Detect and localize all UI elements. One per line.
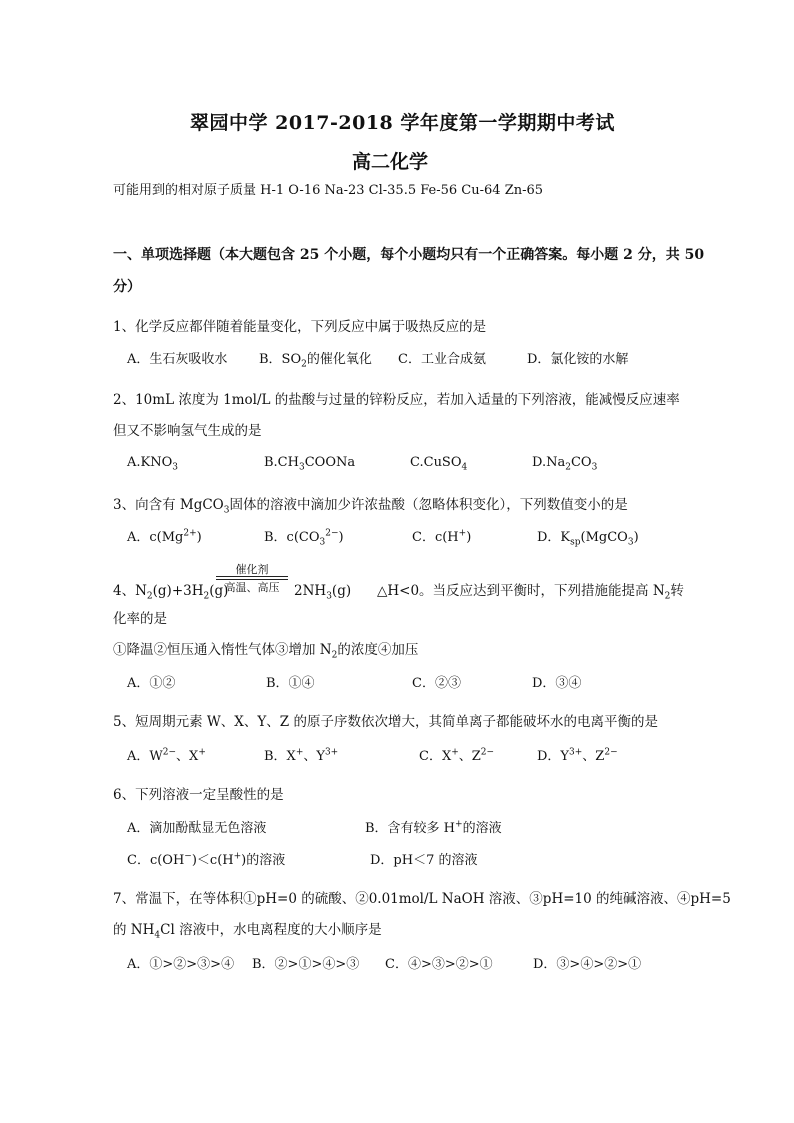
- q3-option-d: D．$K_{sp}(MgCO_3)$: [537, 530, 639, 548]
- q2-option-c: C.CuSO$_4$: [410, 455, 468, 473]
- section-heading-cont: 分）: [113, 279, 141, 295]
- q5-option-a: A．$W^{2-}$、X+: [127, 747, 206, 764]
- q4-enthalpy-text: △H<0。当反应达到平衡时，下列措施能提高 $N_2$转: [377, 583, 684, 602]
- q7-option-a: A．①>②>③>④: [127, 957, 235, 972]
- q1-option-b: B．$SO_2$的催化氧化: [259, 352, 372, 370]
- q3-option-a: A．$c(Mg^{2+})$: [127, 528, 202, 545]
- q1-option-a: A．生石灰吸收水: [127, 352, 228, 367]
- q6-stem: 6、下列溶液一定呈酸性的是: [113, 787, 284, 803]
- q4-option-a: A．①②: [127, 676, 176, 691]
- exam-subject: 高二化学: [352, 151, 429, 173]
- q3-stem: 3、向含有 MgCO$_3$固体的溶液中滴加少许浓盐酸（忽略体积变化），下列数值变小的是: [113, 497, 628, 516]
- q4-option-d: D．③④: [532, 676, 582, 691]
- q4-option-c: C．②③: [412, 676, 461, 691]
- q5-stem: 5、短周期元素 W、X、Y、Z 的原子序数依次增大，其简单离子都能破坏水的电离平衡的是: [113, 714, 658, 730]
- q4-equation-lhs: 4、$N_2(g)+3H_2(g)$: [113, 583, 229, 602]
- q4-option-b: B．①④: [266, 676, 315, 691]
- q4-catalyst-label: 催化剂: [235, 563, 269, 576]
- exam-title: 翠园中学 2017-2018 学年度第一学期期中考试: [190, 112, 615, 134]
- q6-option-c: C．c(OH−)＜c(H+)的溶液: [127, 851, 286, 868]
- q7-stem-cont: 的 $NH_4Cl$ 溶液中，水电离程度的大小顺序是: [113, 922, 382, 941]
- q2-option-a: $A.KNO_3$: [127, 455, 178, 473]
- q5-option-d: D．$Y^{3+}$、$Z^{2-}$: [537, 747, 618, 764]
- q7-stem: 7、常温下，在等体积①pH=0 的硫酸、②0.01mol/L NaOH 溶液、③pH=10 的纯碱溶液、④pH=5: [113, 891, 731, 907]
- q5-option-b: B．X+、$Y^{3+}$: [264, 747, 339, 764]
- q1-stem: 1、化学反应都伴随着能量变化，下列反应中属于吸热反应的是: [113, 319, 487, 335]
- q4-equation-rhs: $2NH_3(g)$: [294, 583, 352, 602]
- q1-option-d: D．氯化铵的水解: [527, 352, 629, 367]
- q3-option-b: B．$c(CO_3^{2-})$: [264, 528, 344, 548]
- q2-stem: 2、10mL 浓度为 1mol/L 的盐酸与过量的锌粉反应，若加入适量的下列溶液，能减慢反应速率: [113, 392, 680, 408]
- q7-option-d: D．③>④>②>①: [533, 957, 642, 972]
- q6-option-d: D．pH＜7 的溶液: [370, 853, 478, 868]
- atomic-masses: 可能用到的相对原子质量 H-1 O-16 Na-23 Cl-35.5 Fe-56 Cu-64 Zn-65: [113, 183, 544, 198]
- q7-option-b: B．②>①>④>③: [252, 957, 360, 972]
- q2-option-d: $D.Na_2CO_3$: [532, 455, 598, 473]
- q1-option-c: C．工业合成氨: [398, 352, 486, 367]
- q6-option-a: A．滴加酚酞显无色溶液: [127, 821, 267, 836]
- q4-condition-label: 高温、高压: [224, 581, 280, 594]
- q5-option-c: C．X+、$Z^{2-}$: [419, 747, 495, 764]
- q4-equilibrium-arrow-top: [216, 576, 288, 577]
- section-heading: 一、单项选择题（本大题包含 25 个小题，每个小题均只有一个正确答案。每小题 2 分，共 50: [113, 247, 705, 263]
- q6-option-b: B．含有较多 H+的溶液: [365, 819, 502, 836]
- q7-option-c: C．④>③>②>①: [385, 957, 493, 972]
- q4-stem-cont: 化率的是: [113, 611, 167, 627]
- q3-option-c: C．c(H+): [412, 528, 472, 545]
- q2-option-b: $B.CH_3COONa$: [264, 455, 356, 473]
- q2-stem-cont: 但又不影响氢气生成的是: [113, 423, 262, 439]
- q4-measures: ①降温②恒压通入惰性气体③增加 $N_2$的浓度④加压: [113, 642, 419, 661]
- q4-reaction-conditions: [214, 561, 290, 593]
